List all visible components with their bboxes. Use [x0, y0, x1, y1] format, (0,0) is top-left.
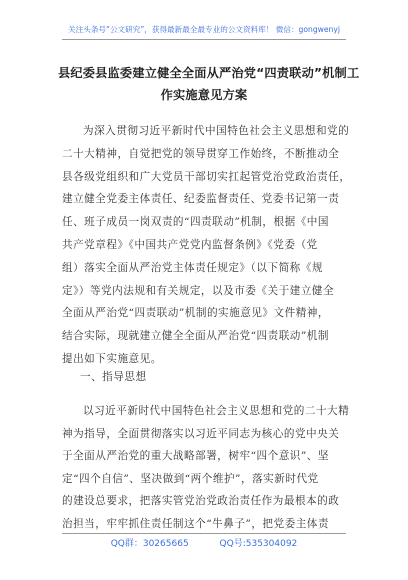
paragraph-line: 组）落实全面从严治党主体责任规定》（以下简称《规 — [62, 261, 323, 274]
paragraph-line: 二十大精神，自觉把党的领导贯穿工作始终，不断推动全 — [62, 147, 340, 160]
header-divider — [62, 39, 346, 40]
paragraph-line: 神为指导，全面贯彻落实以习近平同志为核心的党中央关 — [62, 427, 340, 440]
paragraph-line: 任、班子成员一岗双责的“四责联动”机制，根据《中国 — [62, 216, 329, 229]
paragraph-line: 的建设总要求，把落实管党治党政治责任作为最根本的政 — [62, 495, 340, 508]
section-paragraph — [62, 400, 348, 536]
title-line: 县纪委县监委建立健全全面从严治党“四责联动”机制工 — [58, 66, 360, 80]
qq-number-text: QQ号:535304092 — [219, 539, 298, 549]
paragraph-line: 定》）等党内法规和有关规定，以及市委《关于建立健全 — [62, 284, 335, 297]
promo-header-text: 关注头条号“公文研究”，获得最新最全最专业的公文资料库！ 微信：gongwenyj — [68, 25, 340, 34]
paragraph-line: 县各级党组织和广大党员干部切实扛起管党治党政治责任， — [62, 170, 351, 183]
paragraph-line: 定“四个自信”、坚决做到“两个维护”，落实新时代党 — [62, 472, 319, 485]
paragraph-line: 为深入贯彻习近平新时代中国特色社会主义思想和党的 — [83, 125, 350, 137]
section-heading: 一、指导思想 — [80, 371, 147, 383]
footer-divider — [62, 533, 346, 534]
paragraph-line: 提出如下实施意见。 — [62, 352, 162, 365]
paragraph-line: 以习近平新时代中国特色社会主义思想和党的二十大精 — [83, 405, 350, 417]
promo-footer — [0, 536, 408, 549]
document-title — [58, 62, 360, 106]
intro-paragraph — [62, 120, 351, 371]
paragraph-line: 建立健全党委主体责任、纪委监督责任、党委书记第一责 — [62, 193, 340, 206]
paragraph-line: 治担当，牢牢抓住责任制这个“牛鼻子”，把党委主体责 — [62, 517, 329, 530]
paragraph-line: 全面从严治党“四责联动”机制的实施意见》文件精神， — [62, 307, 329, 320]
paragraph-line: 结合实际，现就建立健全全面从严治党“四责联动”机制 — [62, 330, 329, 343]
title-line: 作实施意见方案 — [160, 88, 248, 102]
paragraph-line: 共产党章程》《中国共产党党内监督条例》《党委（党 — [62, 238, 318, 251]
paragraph-line: 于全面从严治党的重大战略部署，树牢“四个意识”、坚 — [62, 450, 329, 463]
qq-group-text: QQ群：30265665 — [110, 539, 189, 549]
